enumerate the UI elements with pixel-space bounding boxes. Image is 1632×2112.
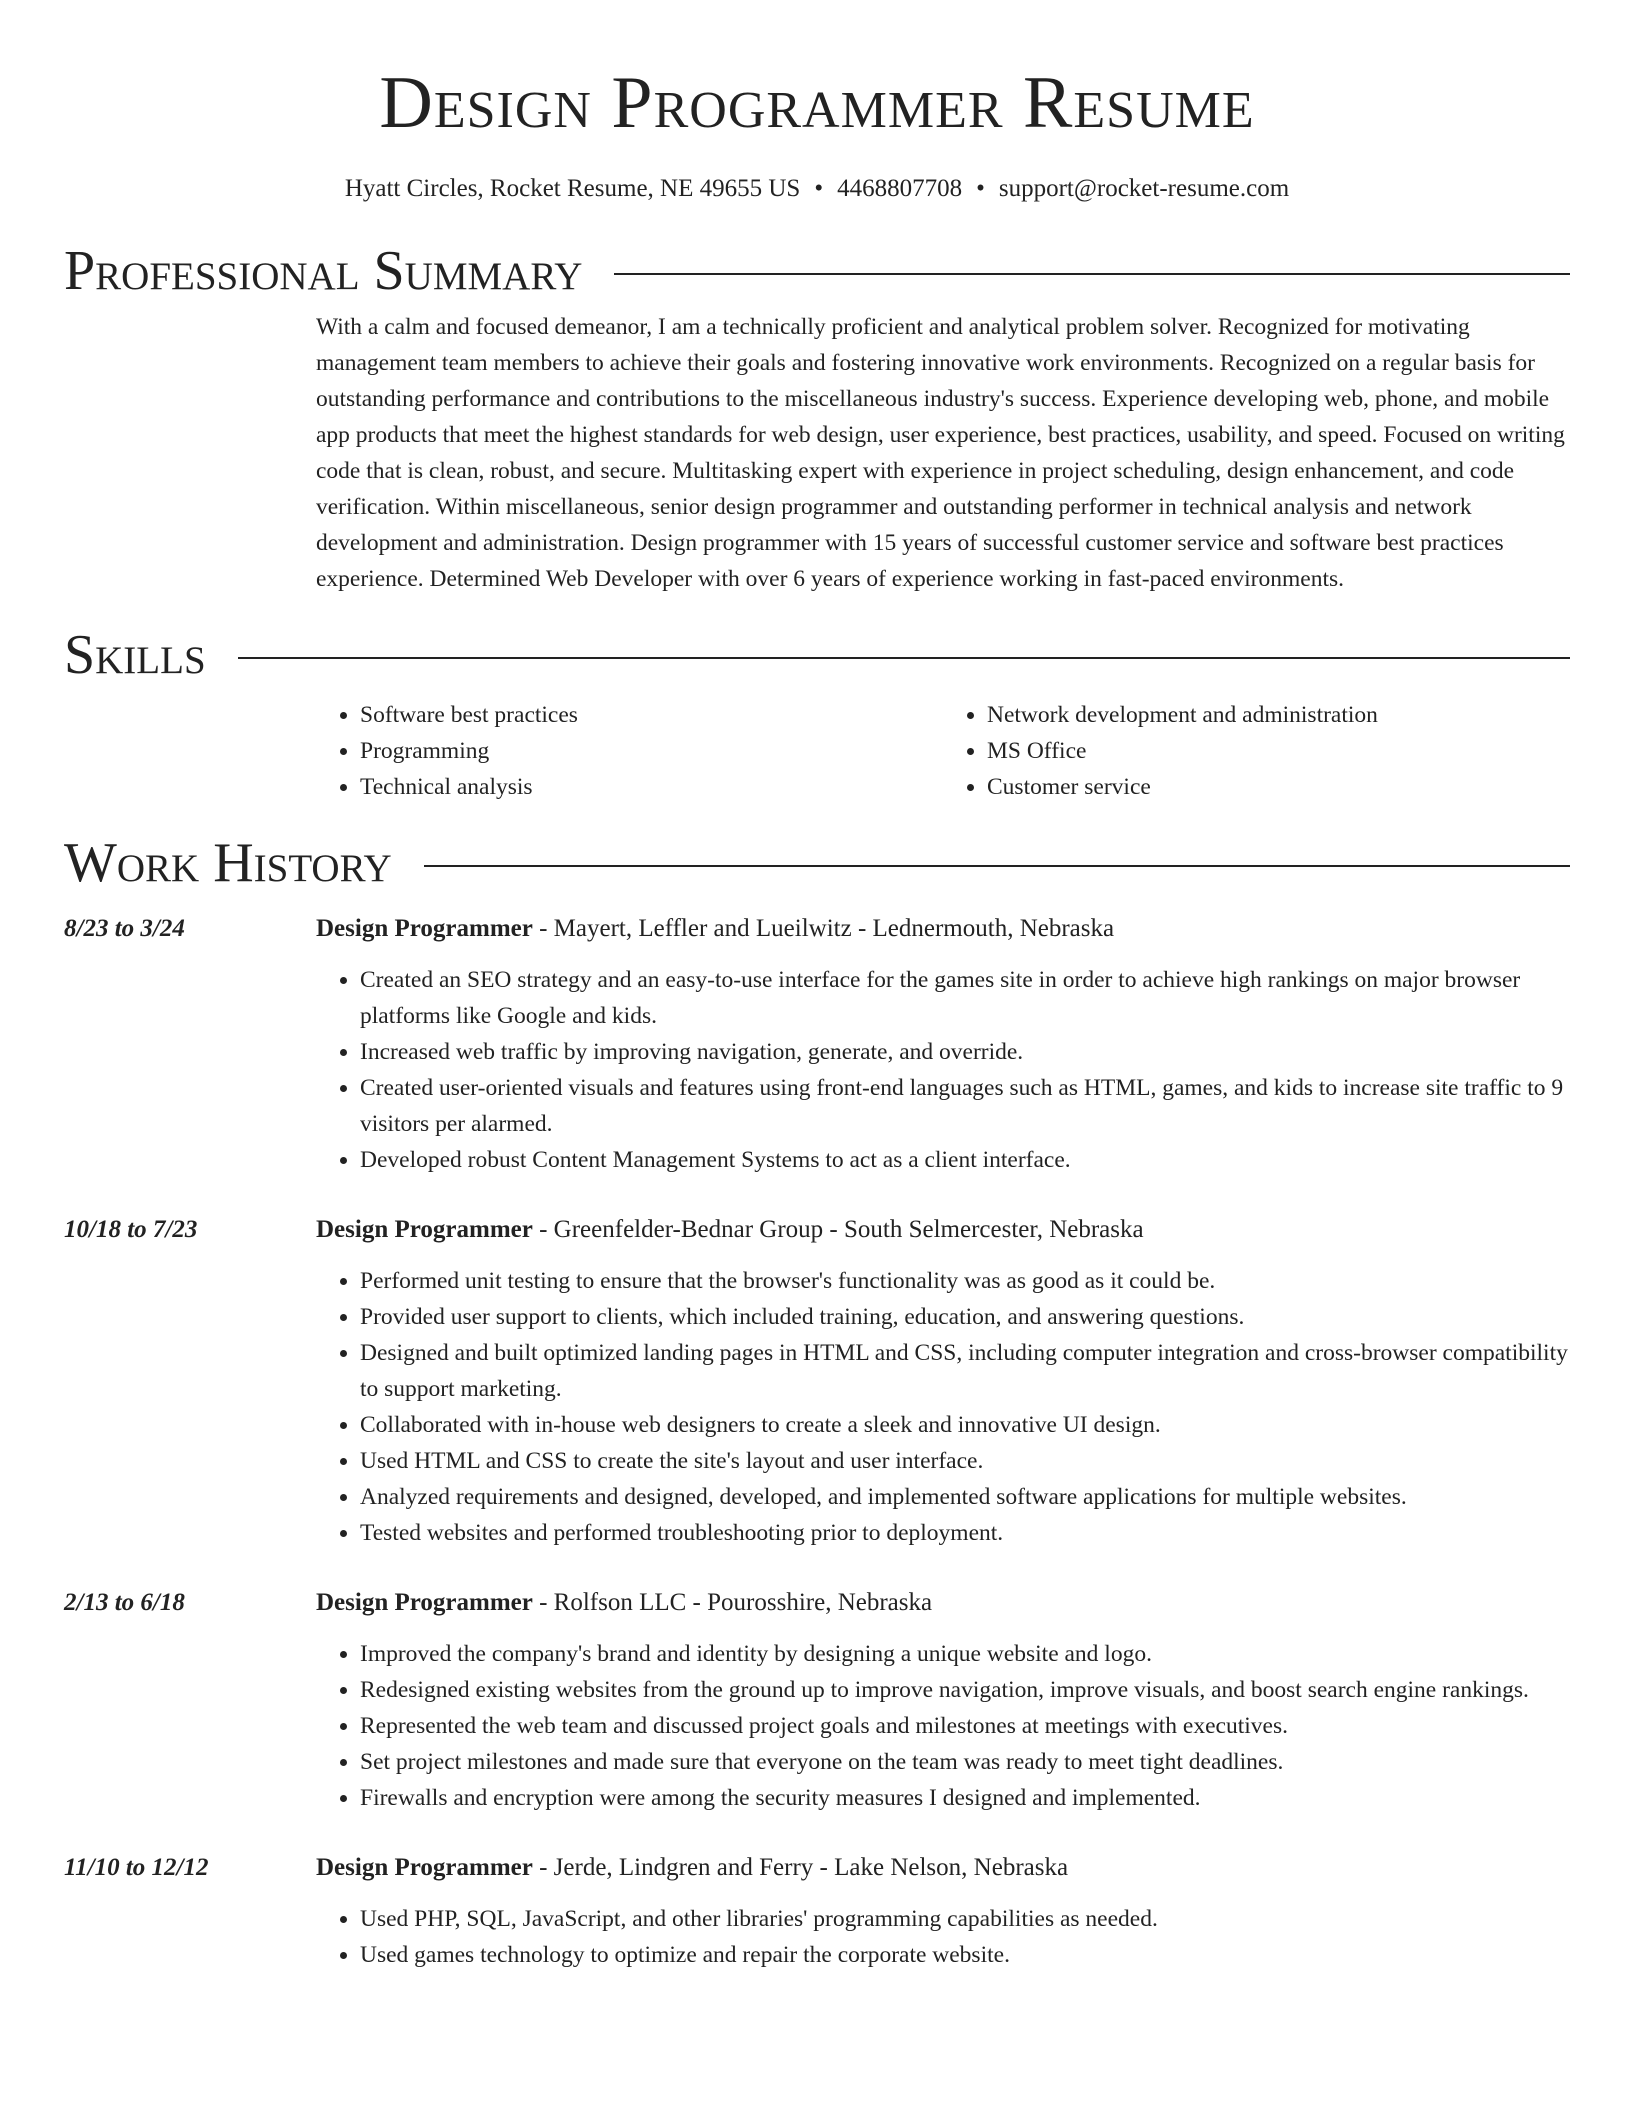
work-heading: Work History [64,832,392,894]
job-heading [316,1585,1570,1621]
resume-title: Design Programmer Resume [379,62,1255,144]
list-item: • Created an SEO strategy and an easy-to-use interface for the games site in order to achieve high rankings on major browser platforms like Google and kids. [360,962,1570,1034]
work-section-header [64,831,1570,895]
job-title: Design Programmer [316,1589,533,1616]
list-item: • Collaborated with in-house web designers to create a sleek and innovative UI design. [360,1407,1570,1443]
job-bullet-list [316,1636,1570,1816]
job-company-location: - Rolfson LLC - Pourosshire, Nebraska [532,1589,933,1616]
job-body [316,1585,1570,1816]
list-item: • Tested websites and performed troubleshooting prior to deployment. [360,1515,1570,1551]
contact-address: Hyatt Circles, Rocket Resume, NE 49655 US [344,175,801,202]
job-entry [64,1212,1570,1551]
job-company-location: - Mayert, Leffler and Lueilwitz - Lednermouth, Nebraska [532,915,1115,942]
job-entry [64,911,1570,1178]
job-company-location: - Jerde, Lindgren and Ferry - Lake Nelson, Nebraska [532,1854,1069,1881]
summary-paragraph: With a calm and focused demeanor, I am a technically proficient and analytical problem solver. Recognized for motivating management team members to achieve their goals and fostering innovative work environments. Recognized on a regular basis for outstanding performance and contributions to the miscellaneous industry's success. Experience developing web, phone, and mobile app products that meet the highest standards for web design, user experience, best practices, usability, and speed. Focused on writing code that is clean, robust, and secure. Multitasking expert with experience in project scheduling, design enhancement, and code verification. Within miscellaneous, senior design programmer and outstanding performer in technical analysis and network development and administration. Design programmer with 15 years of successful customer service and software best practices experience. Determined Web Developer with over 6 years of experience working in fast-paced environments. [316,314,1565,592]
work-history-list [64,911,1570,1973]
skills-left-list [316,697,943,805]
job-dates: 10/18 to 7/23 [64,1216,198,1243]
skills-section-header [64,623,1570,687]
list-item: • Programming [360,733,943,769]
contact-phone: 4468807708 [837,175,963,202]
job-heading [316,1212,1570,1248]
job-company-location: - Greenfelder-Bednar Group - South Selmercester, Nebraska [532,1216,1144,1243]
section-divider [238,657,1570,659]
job-bullet-list [316,1901,1570,1973]
section-divider [424,865,1570,867]
job-title: Design Programmer [316,1216,533,1243]
job-dates: 2/13 to 6/18 [64,1589,185,1616]
list-item: • Analyzed requirements and designed, developed, and implemented software applications for multiple websites. [360,1479,1570,1515]
list-item: • Used PHP, SQL, JavaScript, and other libraries' programming capabilities as needed. [360,1901,1570,1937]
skills-column-right [943,697,1570,805]
skills-heading: Skills [64,624,206,686]
list-item: • Customer service [987,769,1570,805]
list-item: • Developed robust Content Management Systems to act as a client interface. [360,1142,1570,1178]
list-item: • Redesigned existing websites from the ground up to improve navigation, improve visuals, and boost search engine rankings. [360,1672,1570,1708]
list-item: • MS Office [987,733,1570,769]
skills-column-left [316,697,943,805]
list-item: • Represented the web team and discussed project goals and milestones at meetings with executives. [360,1708,1570,1744]
skills-right-list [943,697,1570,805]
list-item: • Network development and administration [987,697,1570,733]
contact-email: support@rocket-resume.com [998,175,1290,202]
job-entry [64,1850,1570,1973]
list-item: • Created user-oriented visuals and features using front-end languages such as HTML, games, and kids to increase site traffic to 9 visitors per alarmed. [360,1070,1570,1142]
contact-separator: • [814,175,824,202]
job-dates: 11/10 to 12/12 [64,1854,209,1881]
list-item: • Provided user support to clients, which included training, education, and answering questions. [360,1299,1570,1335]
summary-section-header [64,239,1570,303]
list-item: • Firewalls and encryption were among the security measures I designed and implemented. [360,1780,1570,1816]
job-entry [64,1585,1570,1816]
job-heading [316,1850,1570,1886]
summary-heading: Professional Summary [64,240,583,302]
list-item: • Increased web traffic by improving navigation, generate, and override. [360,1034,1570,1070]
job-body [316,911,1570,1178]
job-dates: 8/23 to 3/24 [64,915,185,942]
job-heading [316,911,1570,947]
list-item: • Improved the company's brand and identity by designing a unique website and logo. [360,1636,1570,1672]
contact-separator: • [976,175,985,202]
skills-list [316,697,1570,805]
job-body [316,1212,1570,1551]
job-bullet-list [316,1263,1570,1551]
list-item: • Performed unit testing to ensure that the browser's functionality was as good as it could be. [360,1263,1570,1299]
list-item: • Designed and built optimized landing pages in HTML and CSS, including computer integration and cross-browser compatibility to support marketing. [360,1335,1570,1407]
list-item: • Software best practices [360,697,943,733]
contact-line [64,173,1570,205]
list-item: • Technical analysis [360,769,943,805]
job-body [316,1850,1570,1973]
job-title: Design Programmer [316,1854,533,1881]
list-item: • Used games technology to optimize and repair the corporate website. [360,1937,1570,1973]
job-bullet-list [316,962,1570,1178]
section-divider [614,273,1570,275]
list-item: • Set project milestones and made sure that everyone on the team was ready to meet tight deadlines. [360,1744,1570,1780]
list-item: • Used HTML and CSS to create the site's layout and user interface. [360,1443,1570,1479]
job-title: Design Programmer [316,915,533,942]
